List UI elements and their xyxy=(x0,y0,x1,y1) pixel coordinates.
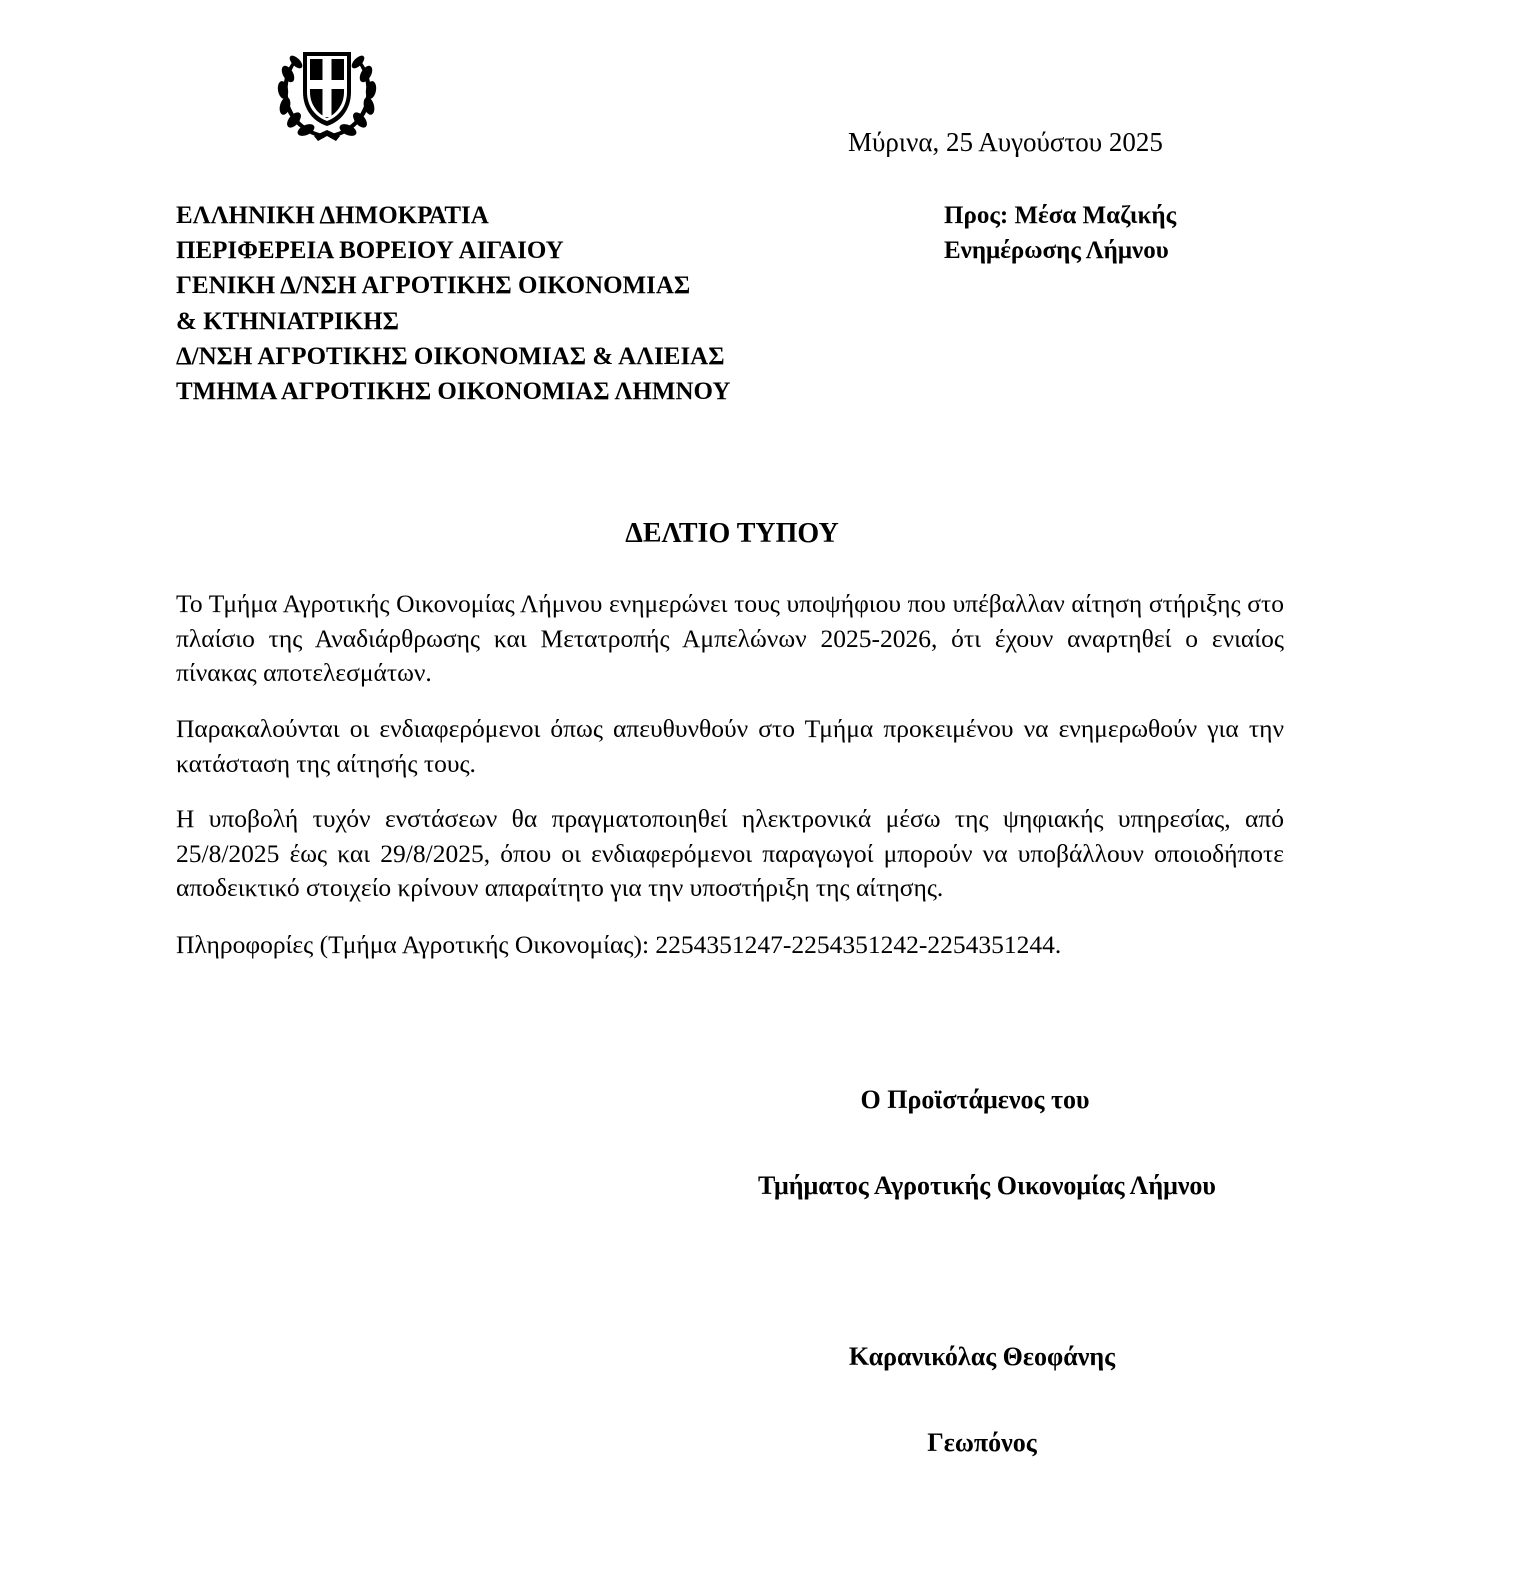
signatory-department: Τμήματος Αγροτικής Οικονομίας Λήμνου xyxy=(758,1171,1216,1200)
authority-line: ΓΕΝΙΚΗ Δ/ΝΣΗ ΑΓΡΟΤΙΚΗΣ ΟΙΚΟΝΟΜΙΑΣ xyxy=(176,272,691,300)
document-title: ΔΕΛΤΙΟ ΤΥΠΟΥ xyxy=(625,518,839,549)
authority-line: ΕΛΛΗΝΙΚΗ ΔΗΜΟΚΡΑΤΙΑ xyxy=(176,202,489,229)
signatory-title: Γεωπόνος xyxy=(927,1428,1037,1457)
recipient-block xyxy=(944,198,1176,268)
recipient-line: Προς: Μέσα Μαζικής xyxy=(944,202,1177,229)
authority-line: ΤΜΗΜΑ ΑΓΡΟΤΙΚΗΣ ΟΙΚΟΝΟΜΙΑΣ ΛΗΜΝΟΥ xyxy=(176,378,731,406)
authority-line: Δ/ΝΣΗ ΑΓΡΟΤΙΚΗΣ ΟΙΚΟΝΟΜΙΑΣ & ΑΛΙΕΙΑΣ xyxy=(176,342,725,370)
body-paragraph: Η υποβολή τυχόν ενστάσεων θα πραγματοποιηθεί ηλεκτρονικά μέσω της ψηφιακής υπηρεσίας, από 25/8/2025 έως και 29/8/2025, όπου οι ενδιαφερόμενοι παραγωγοί μπορούν να υποβάλλουν οποιοδήποτε αποδεικτικό στοιχείο κρίνουν απαραίτητο για την υποστήριξη της αίτησης. xyxy=(176,804,1284,903)
document-date: Μύρινα, 25 Αυγούστου 2025 xyxy=(848,127,1163,157)
signatory-role: Ο Προϊστάμενος του xyxy=(860,1085,1090,1114)
recipient-line: Ενημέρωσης Λήμνου xyxy=(944,237,1169,265)
authority-line: ΠΕΡΙΦΕΡΕΙΑ ΒΟΡΕΙΟΥ ΑΙΓΑΙΟΥ xyxy=(176,237,564,265)
authority-line: & ΚΤΗΝΙΑΤΡΙΚΗΣ xyxy=(176,307,399,335)
body-paragraph: Το Τμήμα Αγροτικής Οικονομίας Λήμνου ενημερώνει τους υποψήφιου που υπέβαλλαν αίτηση στήριξης στο πλαίσιο της Αναδιάρθρωσης και Μετατροπής Αμπελώνων 2025-2026, ότι έχουν αναρτηθεί ο ενιαίος πίνακας αποτελεσμάτων. xyxy=(176,589,1284,688)
contact-info: Πληροφορίες (Τμήμα Αγροτικής Οικονομίας): 2254351247-2254351242-2254351244. xyxy=(176,930,1062,959)
signatory-name: Καρανικόλας Θεοφάνης xyxy=(848,1342,1116,1371)
body-paragraph: Παρακαλούνται οι ενδιαφερόμενοι όπως απευθυνθούν στο Τμήμα προκειμένου να ενημερωθούν για την κατάσταση της αίτησής τους. xyxy=(176,714,1284,778)
greek-emblem-icon xyxy=(274,40,380,144)
issuing-authority xyxy=(176,198,730,409)
